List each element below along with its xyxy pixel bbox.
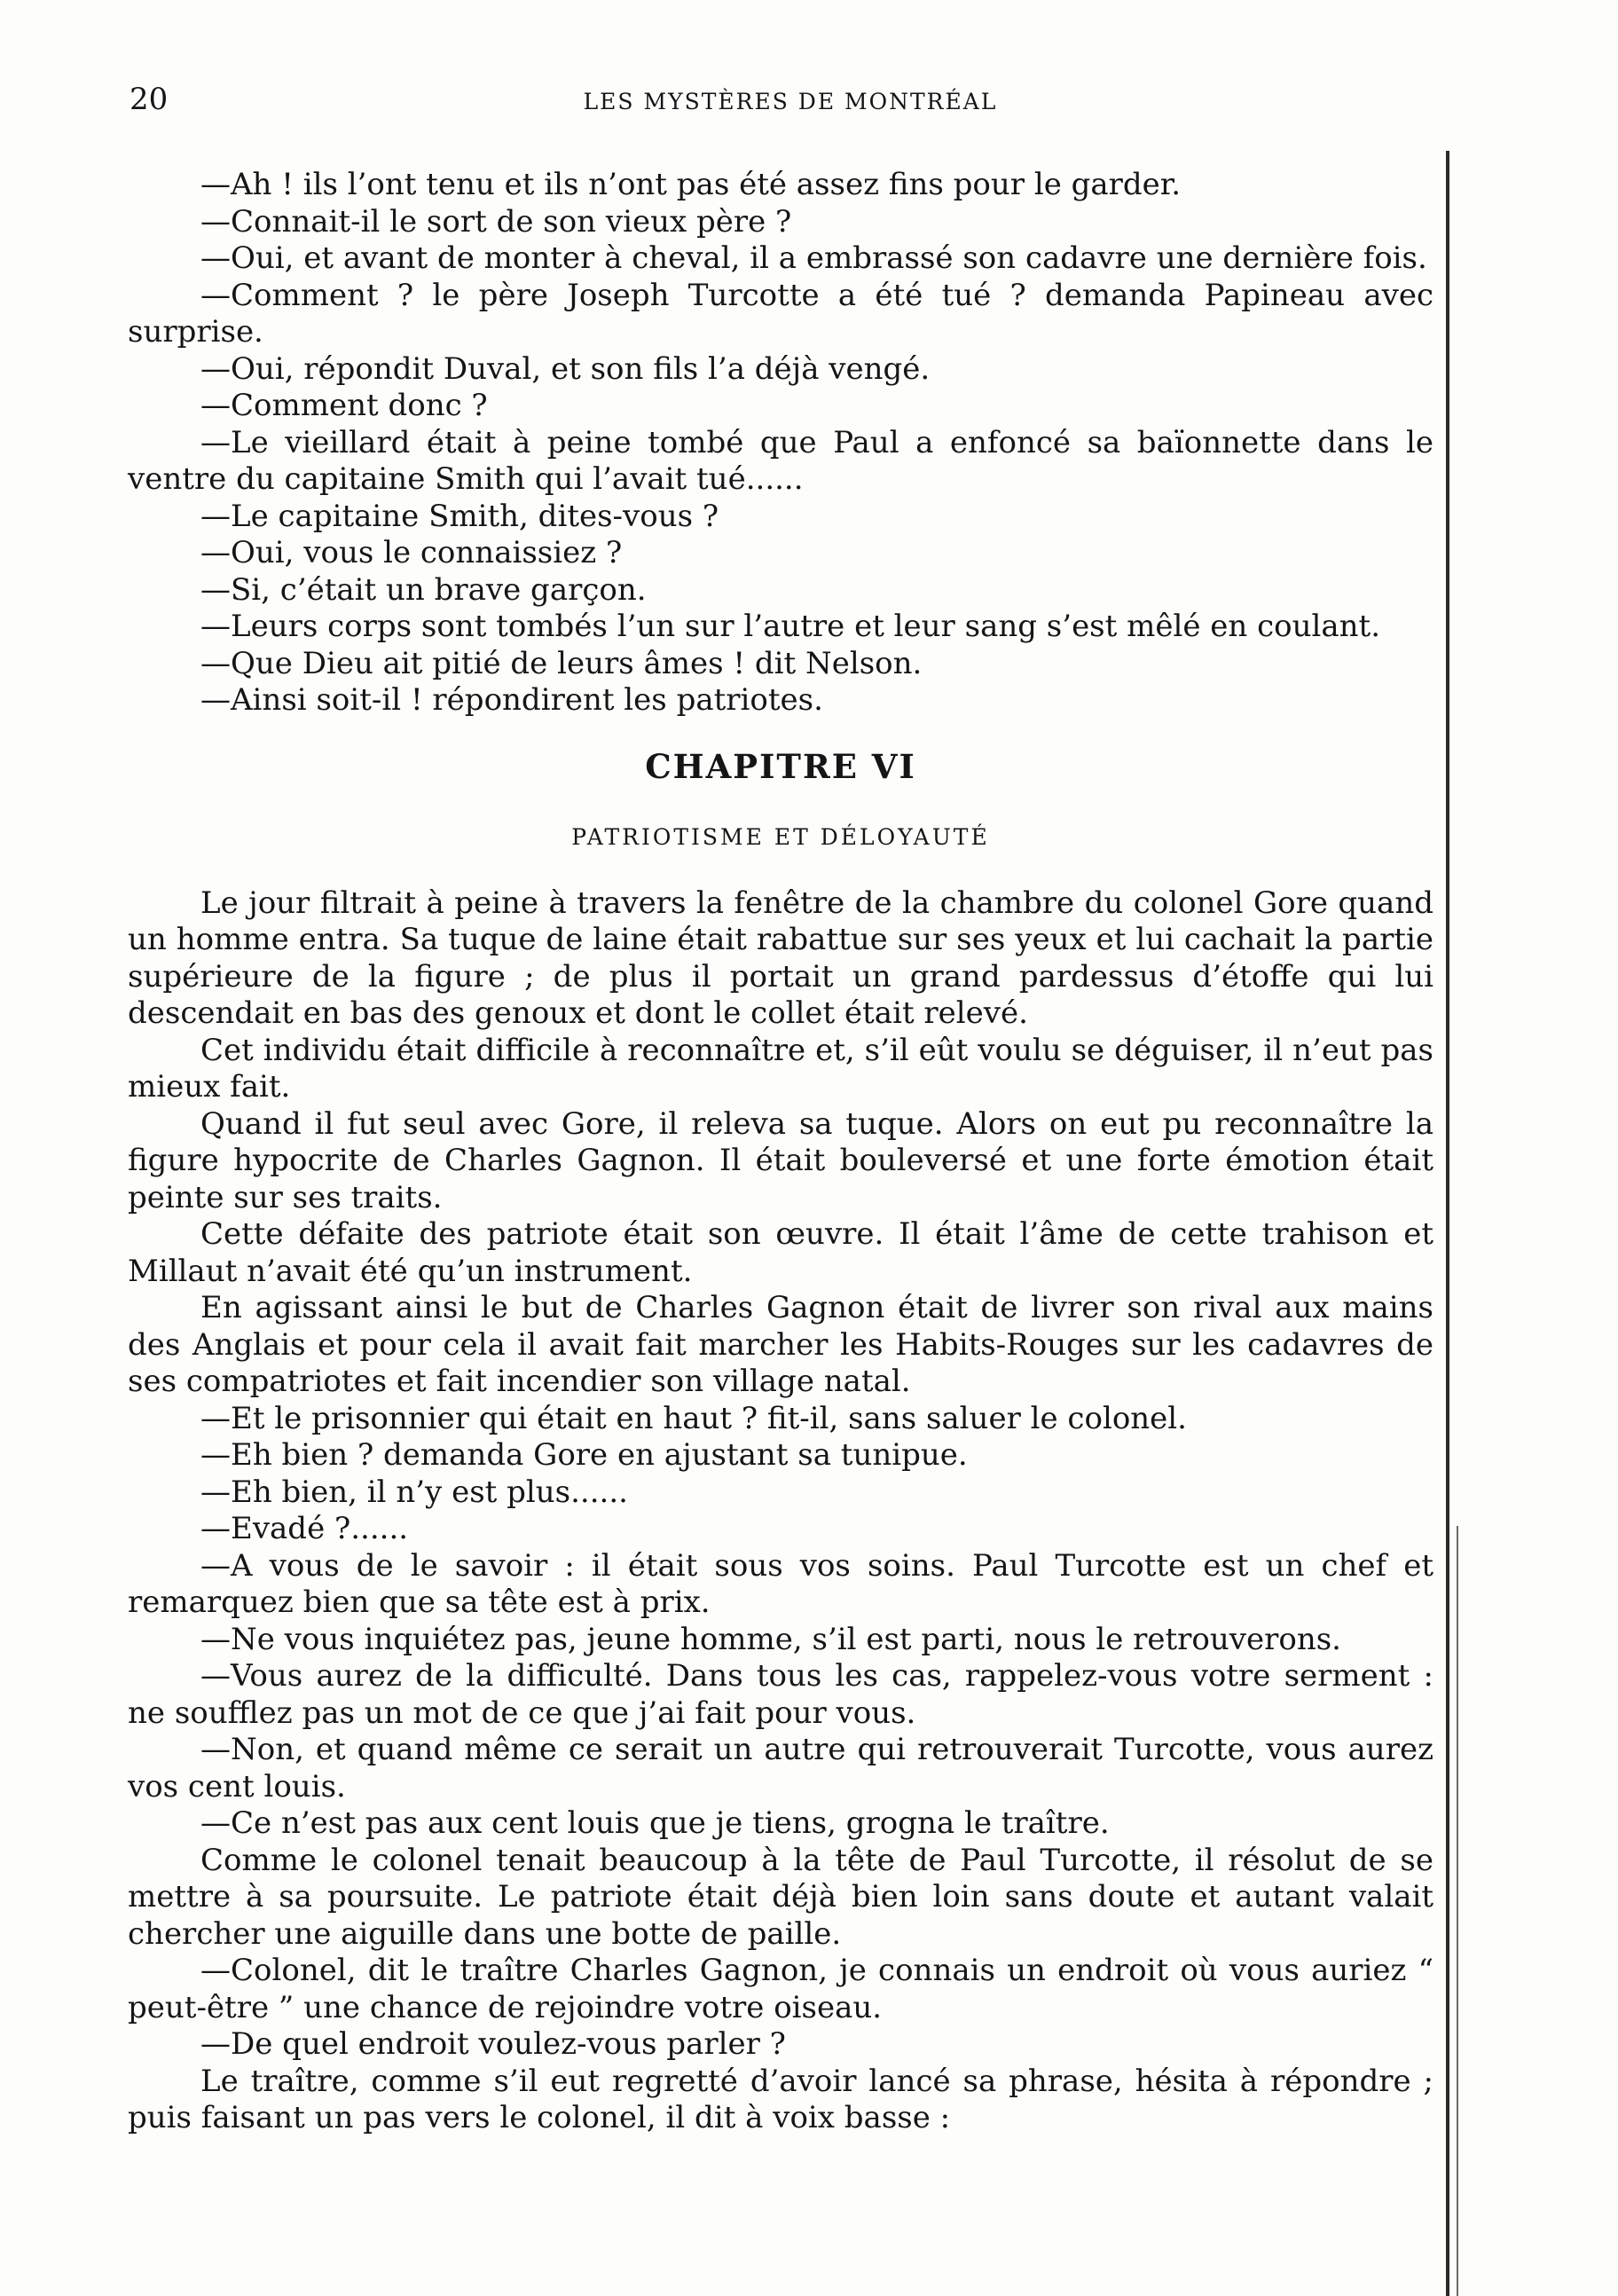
page-binding-edge xyxy=(1446,151,1449,2296)
paragraph: —A vous de le savoir : il était sous vos soins. Paul Turcotte est un chef et remarquez bien que sa tête est à prix. xyxy=(128,1547,1433,1620)
paragraph: —Non, et quand même ce serait un autre qui retrouverait Turcotte, vous aurez vos cent louis. xyxy=(128,1732,1433,1805)
page-number: 20 xyxy=(130,82,169,117)
running-title: LES MYSTÈRES DE MONTRÉAL xyxy=(583,89,998,114)
paragraph: —Comment ? le père Joseph Turcotte a été tué ? demanda Papineau avec surprise. xyxy=(128,277,1433,350)
paragraph: —Vous aurez de la difficulté. Dans tous les cas, rappelez-vous votre serment : ne soufflez pas un mot de ce que j’ai fait pour vous. xyxy=(128,1658,1433,1731)
paragraph: Le traître, comme s’il eut regretté d’avoir lancé sa phrase, hésita à répondre ; puis faisant un pas vers le colonel, il dit à voix basse : xyxy=(128,2063,1433,2135)
paragraph: —Le vieillard était à peine tombé que Paul a enfoncé sa baïonnette dans le ventre du capitaine Smith qui l’avait tué...... xyxy=(128,424,1433,497)
paragraph: —Ah ! ils l’ont tenu et ils n’ont pas été assez fins pour le garder. xyxy=(200,167,1182,202)
paragraph: Quand il fut seul avec Gore, il releva sa tuque. Alors on eut pu reconnaître la figure hypocrite de Charles Gagnon. Il était bouleversé et une forte émotion était peinte sur ses traits. xyxy=(128,1105,1433,1215)
dialogue-before-chapter xyxy=(128,167,1433,719)
paragraph: —Leurs corps sont tombés l’un sur l’autre et leur sang s’est mêlé en coulant. xyxy=(200,609,1381,644)
paragraph: Le jour filtrait à peine à travers la fenêtre de la chambre du colonel Gore quand un homme entra. Sa tuque de laine était rabattue sur ses yeux et lui cachait la partie supérieure de la figure ; de plus il portait un grand pardessus d’étoffe qui lui descendait en bas des genoux et dont le collet était relevé. xyxy=(128,885,1433,1031)
paragraph: —Comment donc ? xyxy=(200,388,488,423)
paragraph: En agissant ainsi le but de Charles Gagnon était de livrer son rival aux mains des Anglais et pour cela il avait fait marcher les Habits-Rouges sur les cadavres de ses compatriotes et fait incendier son village natal. xyxy=(128,1290,1433,1399)
paragraph: —Colonel, dit le traître Charles Gagnon, je connais un endroit où vous auriez “ peut-être ” une chance de rejoindre votre oiseau. xyxy=(128,1953,1433,2025)
page-binding-shadow xyxy=(1457,1526,1458,2296)
paragraph: —Oui, répondit Duval, et son fils l’a déjà vengé. xyxy=(200,350,931,387)
chapter-subtitle: PATRIOTISME ET DÉLOYAUTÉ xyxy=(571,823,990,850)
paragraph: —Oui, et avant de monter à cheval, il a embrassé son cadavre une dernière fois. xyxy=(200,240,1427,276)
chapter-title: CHAPITRE VI xyxy=(645,746,916,786)
paragraph: —Oui, vous le connaissiez ? xyxy=(200,535,623,570)
paragraph: —Eh bien ? demanda Gore en ajustant sa tunipue. xyxy=(200,1437,968,1473)
paragraph: —Eh bien, il n’y est plus...... xyxy=(200,1474,628,1510)
paragraph: —Ainsi soit-il ! répondirent les patriotes. xyxy=(200,682,823,718)
paragraph: —Ce n’est pas aux cent louis que je tiens, grogna le traître. xyxy=(200,1805,1110,1841)
chapter-text xyxy=(128,885,1433,2137)
page-header xyxy=(130,82,1451,126)
body-text xyxy=(128,167,1433,2137)
paragraph: —Que Dieu ait pitié de leurs âmes ! dit Nelson. xyxy=(200,645,923,681)
paragraph: Cet individu était difficile à reconnaître et, s’il eût voulu se déguiser, il n’eut pas mieux fait. xyxy=(128,1032,1433,1105)
paragraph: —Si, c’était un brave garçon. xyxy=(200,571,647,608)
paragraph: —De quel endroit voulez-vous parler ? xyxy=(200,2026,786,2062)
paragraph: —Ne vous inquiétez pas, jeune homme, s’il est parti, nous le retrouverons. xyxy=(200,1621,1341,1657)
paragraph: —Connait-il le sort de son vieux père ? xyxy=(200,203,792,240)
paragraph: —Le capitaine Smith, dites-vous ? xyxy=(200,498,719,534)
paragraph: Cette défaite des patriote était son œuvre. Il était l’âme de cette trahison et Millaut n’avait été qu’un instrument. xyxy=(128,1216,1433,1289)
paragraph: Comme le colonel tenait beaucoup à la tête de Paul Turcotte, il résolut de se mettre à sa poursuite. Le patriote était déjà bien loin sans doute et autant valait chercher une aiguille dans une botte de paille. xyxy=(128,1842,1433,1952)
paragraph: —Et le prisonnier qui était en haut ? fit-il, sans saluer le colonel. xyxy=(200,1400,1187,1436)
paragraph: —Evadé ?...... xyxy=(200,1511,409,1546)
